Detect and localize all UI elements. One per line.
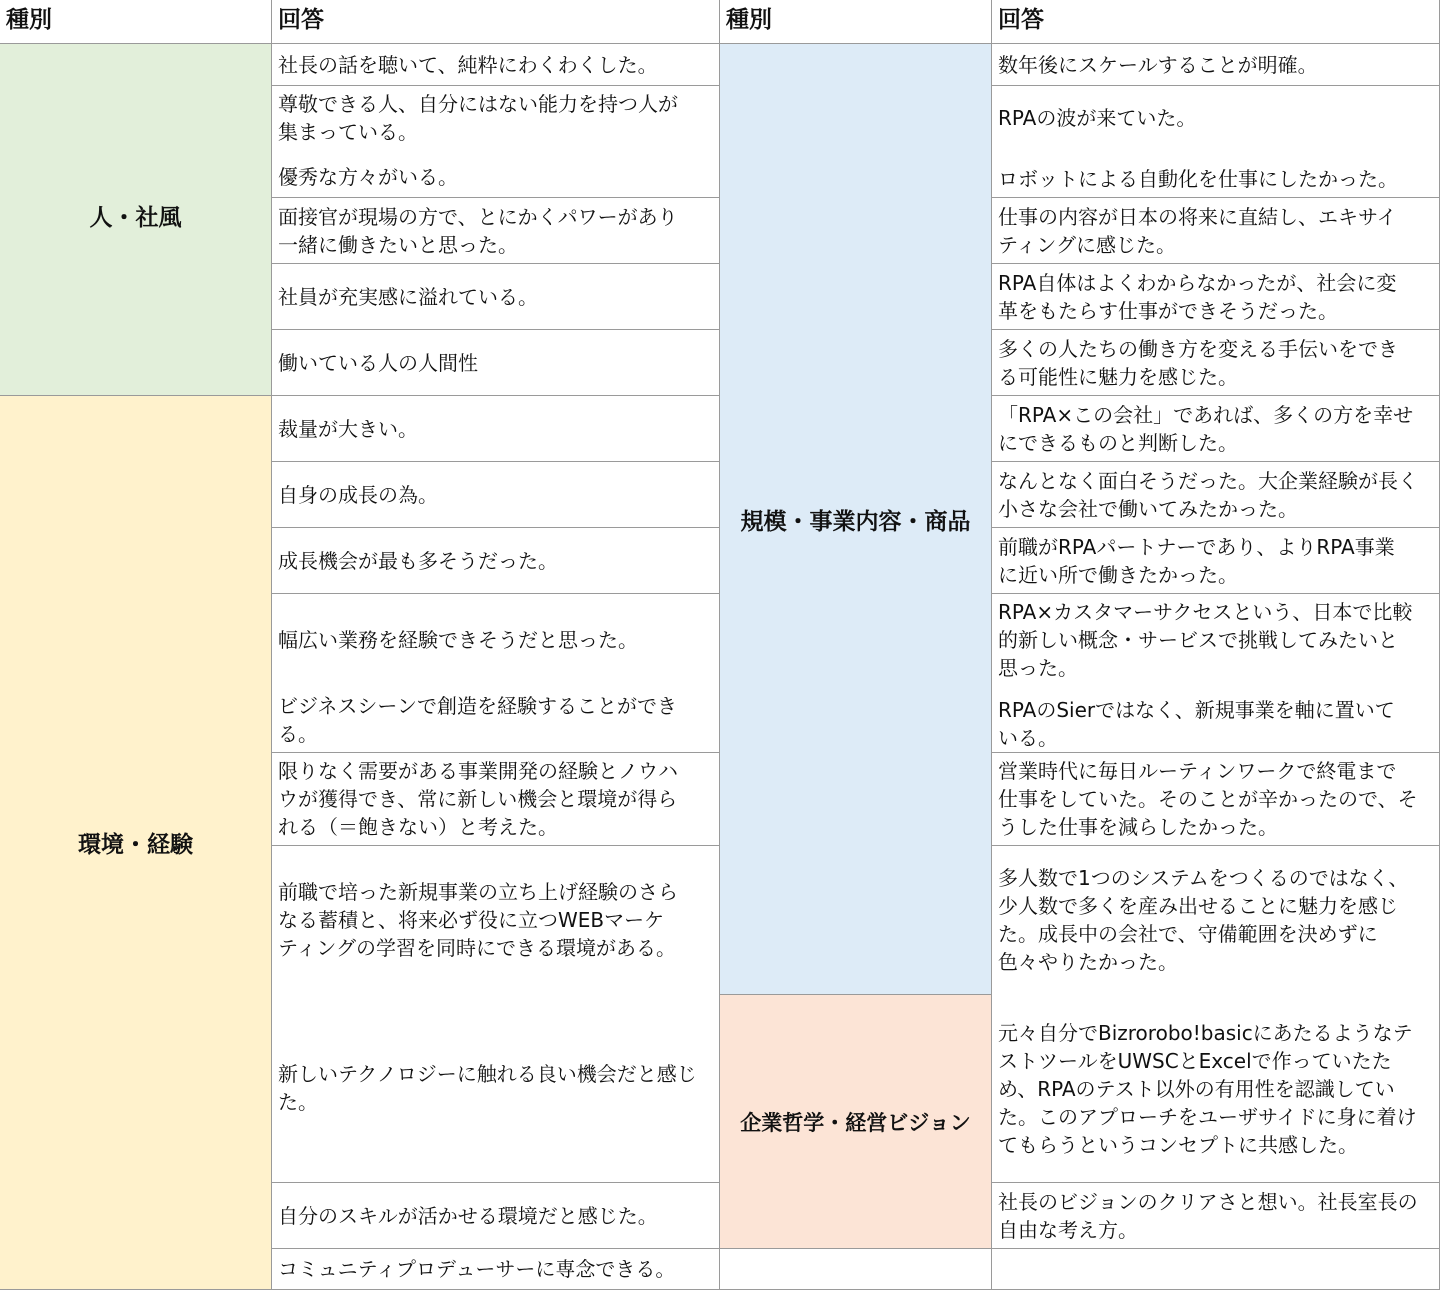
answer-text: RPAの波が来ていた。: [998, 106, 1197, 130]
answer-cell[interactable]: [992, 264, 1440, 330]
answer-text: 自身の成長の為。: [278, 482, 438, 507]
answer-text: 仕事の内容が日本の将来に直結し、エキサイ ティングに感じた。: [998, 204, 1397, 257]
answer-cell[interactable]: [272, 1183, 720, 1249]
answer-cell[interactable]: [992, 86, 1440, 198]
answer-text: 成長機会が最も多そうだった。: [278, 548, 558, 573]
answer-text: RPAのSierではなく、新規事業を軸に置いて いる。: [998, 698, 1395, 750]
answer-text: 前職で培った新規事業の立ち上げ経験のさら なる蓄積と、将来必ず役に立つWEBマーケ ティングの学習を同時にできる環境がある。: [278, 880, 678, 960]
answer-cell[interactable]: [272, 264, 720, 330]
answer-cell[interactable]: [272, 594, 720, 753]
answer-cell[interactable]: [992, 462, 1440, 528]
answer-text: 社長のビジョンのクリアさと想い。社長室長の 自由な考え方。: [998, 1189, 1418, 1242]
answer-text: なんとなく面白そうだった。大企業経験が長く 小さな会社で働いてみたかった。: [998, 468, 1418, 521]
answer-text: 社長の話を聴いて、純粋にわくわくした。: [278, 52, 658, 77]
answer-cell[interactable]: [272, 198, 720, 264]
answer-cell[interactable]: [992, 396, 1440, 462]
answer-text: RPA自体はよくわからなかったが、社会に変 革をもたらす仕事ができそうだった。: [998, 270, 1397, 323]
answer-cell[interactable]: [272, 753, 720, 846]
answer-cell[interactable]: [992, 1183, 1440, 1249]
header-left-answer[interactable]: 回答: [272, 0, 720, 44]
answer-text: 多くの人たちの働き方を変える手伝いをでき る可能性に魅力を感じた。: [998, 336, 1398, 389]
answer-cell[interactable]: [272, 396, 720, 462]
answer-text: 優秀な方々がいる。: [278, 165, 458, 189]
answer-text: 前職がRPAパートナーであり、よりRPA事業 に近い所で働きたかった。: [998, 534, 1395, 587]
category-philosophy-vision[interactable]: [720, 995, 992, 1249]
answer-text: 自分のスキルが活かせる環境だと感じた。: [278, 1203, 658, 1228]
category-scale-business-product[interactable]: [720, 44, 992, 995]
answer-text: 尊敬できる人、自分にはない能力を持つ人が 集まっている。: [278, 92, 678, 144]
category-environment-experience[interactable]: [0, 396, 272, 1290]
answer-cell[interactable]: [272, 1249, 720, 1290]
empty-cell[interactable]: [720, 1249, 992, 1290]
answer-text: コミュニティプロデューサーに専念できる。: [278, 1257, 676, 1281]
answer-cell[interactable]: [272, 993, 720, 1183]
answer-cell[interactable]: [992, 528, 1440, 594]
answer-text: 社員が充実感に溢れている。: [278, 284, 538, 309]
answer-text: 裁量が大きい。: [278, 416, 418, 441]
answer-text: 面接官が現場の方で、とにかくパワーがあり 一緒に働きたいと思った。: [278, 204, 678, 257]
answer-cell[interactable]: [272, 462, 720, 528]
answer-text: 元々自分でBizrorobo!basicにあたるようなテ ストツールをUWSCとExcelで作っていたた め、RPAのテスト以外の有用性を認識してい た。このアプローチをユーザサイドに身に着け てもらうというコンセプトに共感した。: [998, 1020, 1417, 1157]
answer-text: RPA×カスタマーサクセスという、日本で比較 的新しい概念・サービスで挑戦してみたいと 思った。: [998, 600, 1413, 680]
header-right-answer[interactable]: 回答: [992, 0, 1440, 44]
answer-cell[interactable]: [992, 330, 1440, 396]
answer-text: ロボットによる自動化を仕事にしたかった。: [998, 167, 1398, 191]
category-people-culture[interactable]: [0, 44, 272, 396]
answer-text: 働いている人の人間性: [278, 350, 478, 375]
category-label: 環境・経験: [78, 832, 193, 858]
answer-text: 「RPA×この会社」であれば、多くの方を幸せ にできるものと判断した。: [998, 402, 1414, 455]
answer-text: 新しいテクノロジーに触れる良い機会だと感じ た。: [278, 1061, 697, 1114]
answer-cell[interactable]: [272, 330, 720, 396]
category-label: 企業哲学・経営ビジョン: [740, 1110, 971, 1135]
answer-cell[interactable]: [272, 44, 720, 86]
answer-cell[interactable]: [992, 198, 1440, 264]
answer-cell[interactable]: [272, 86, 720, 198]
answer-text: 営業時代に毎日ルーティンワークで終電まで 仕事をしていた。そのことが辛かったので、そ うした仕事を減らしたかった。: [998, 759, 1418, 839]
category-label: 規模・事業内容・商品: [740, 508, 971, 535]
answer-cell[interactable]: [992, 753, 1440, 846]
answer-text: 幅広い業務を経験できそうだと思った。: [278, 628, 638, 652]
answer-text: 多人数で1つのシステムをつくるのではなく、 少人数で多くを産み出せることに魅力を感じ た。成長中の会社で、守備範囲を決めずに 色々やりたかった。: [998, 866, 1409, 974]
empty-cell[interactable]: [992, 1249, 1440, 1290]
answer-cell[interactable]: [992, 44, 1440, 86]
answer-cell[interactable]: [992, 594, 1440, 753]
category-label: 人・社風: [89, 205, 182, 231]
answer-cell[interactable]: [992, 846, 1440, 995]
header-right-type[interactable]: 種別: [720, 0, 992, 44]
answer-cell[interactable]: [272, 528, 720, 594]
answer-cell[interactable]: [992, 995, 1440, 1183]
answer-text: ビジネスシーンで創造を経験することができ る。: [278, 694, 677, 746]
header-left-type[interactable]: 種別: [0, 0, 272, 44]
answer-text: 限りなく需要がある事業開発の経験とノウハ ウが獲得でき、常に新しい機会と環境が得ら れる（＝飽きない）と考えた。: [278, 759, 678, 839]
answer-text: 数年後にスケールすることが明確。: [998, 52, 1318, 77]
answer-cell[interactable]: [272, 846, 720, 993]
